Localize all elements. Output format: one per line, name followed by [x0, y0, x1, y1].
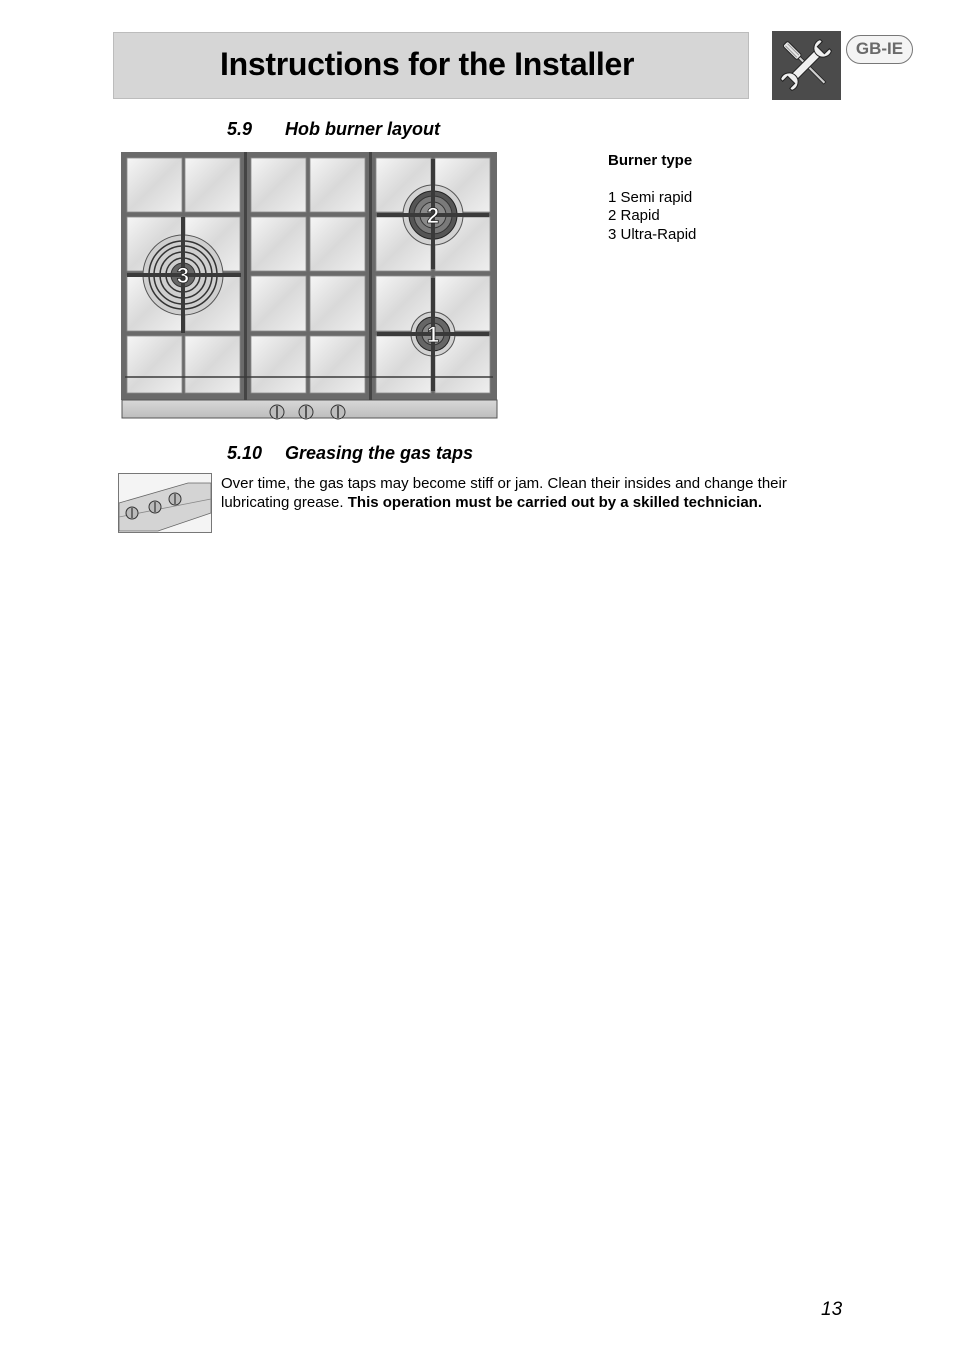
legend-item: 3 Ultra-Rapid — [608, 225, 697, 243]
section-number: 5.9 — [227, 119, 253, 139]
legend-title: Burner type — [608, 152, 693, 169]
gas-taps-illustration — [118, 473, 212, 533]
page-title: Instructions for the Installer — [220, 46, 635, 82]
instruction-text: Over time, the gas taps may become stiff or jam. Clean their insides and change their lubricating grease. — [221, 475, 787, 511]
legend-item: 2 Rapid — [608, 207, 660, 224]
burner-type-legend — [608, 152, 696, 244]
section-title: Greasing the gas taps — [285, 443, 474, 463]
burner-label-3: 3 — [176, 263, 190, 288]
burner-label-1: 1 — [426, 322, 440, 347]
header-bar — [113, 32, 749, 99]
hob-burner-illustration — [119, 151, 499, 421]
section-number: 5.10 — [227, 443, 263, 463]
greasing-instructions — [221, 474, 846, 512]
country-badge: GB-IE — [846, 35, 913, 64]
warning-text: This operation must be carried out by a skilled technician. — [347, 494, 763, 511]
wrench-screwdriver-icon — [772, 31, 841, 100]
section-title: Hob burner layout — [285, 119, 441, 139]
legend-item: 1 Semi rapid — [608, 188, 693, 206]
page-number: 13 — [821, 1299, 843, 1320]
burner-label-2: 2 — [426, 203, 440, 228]
